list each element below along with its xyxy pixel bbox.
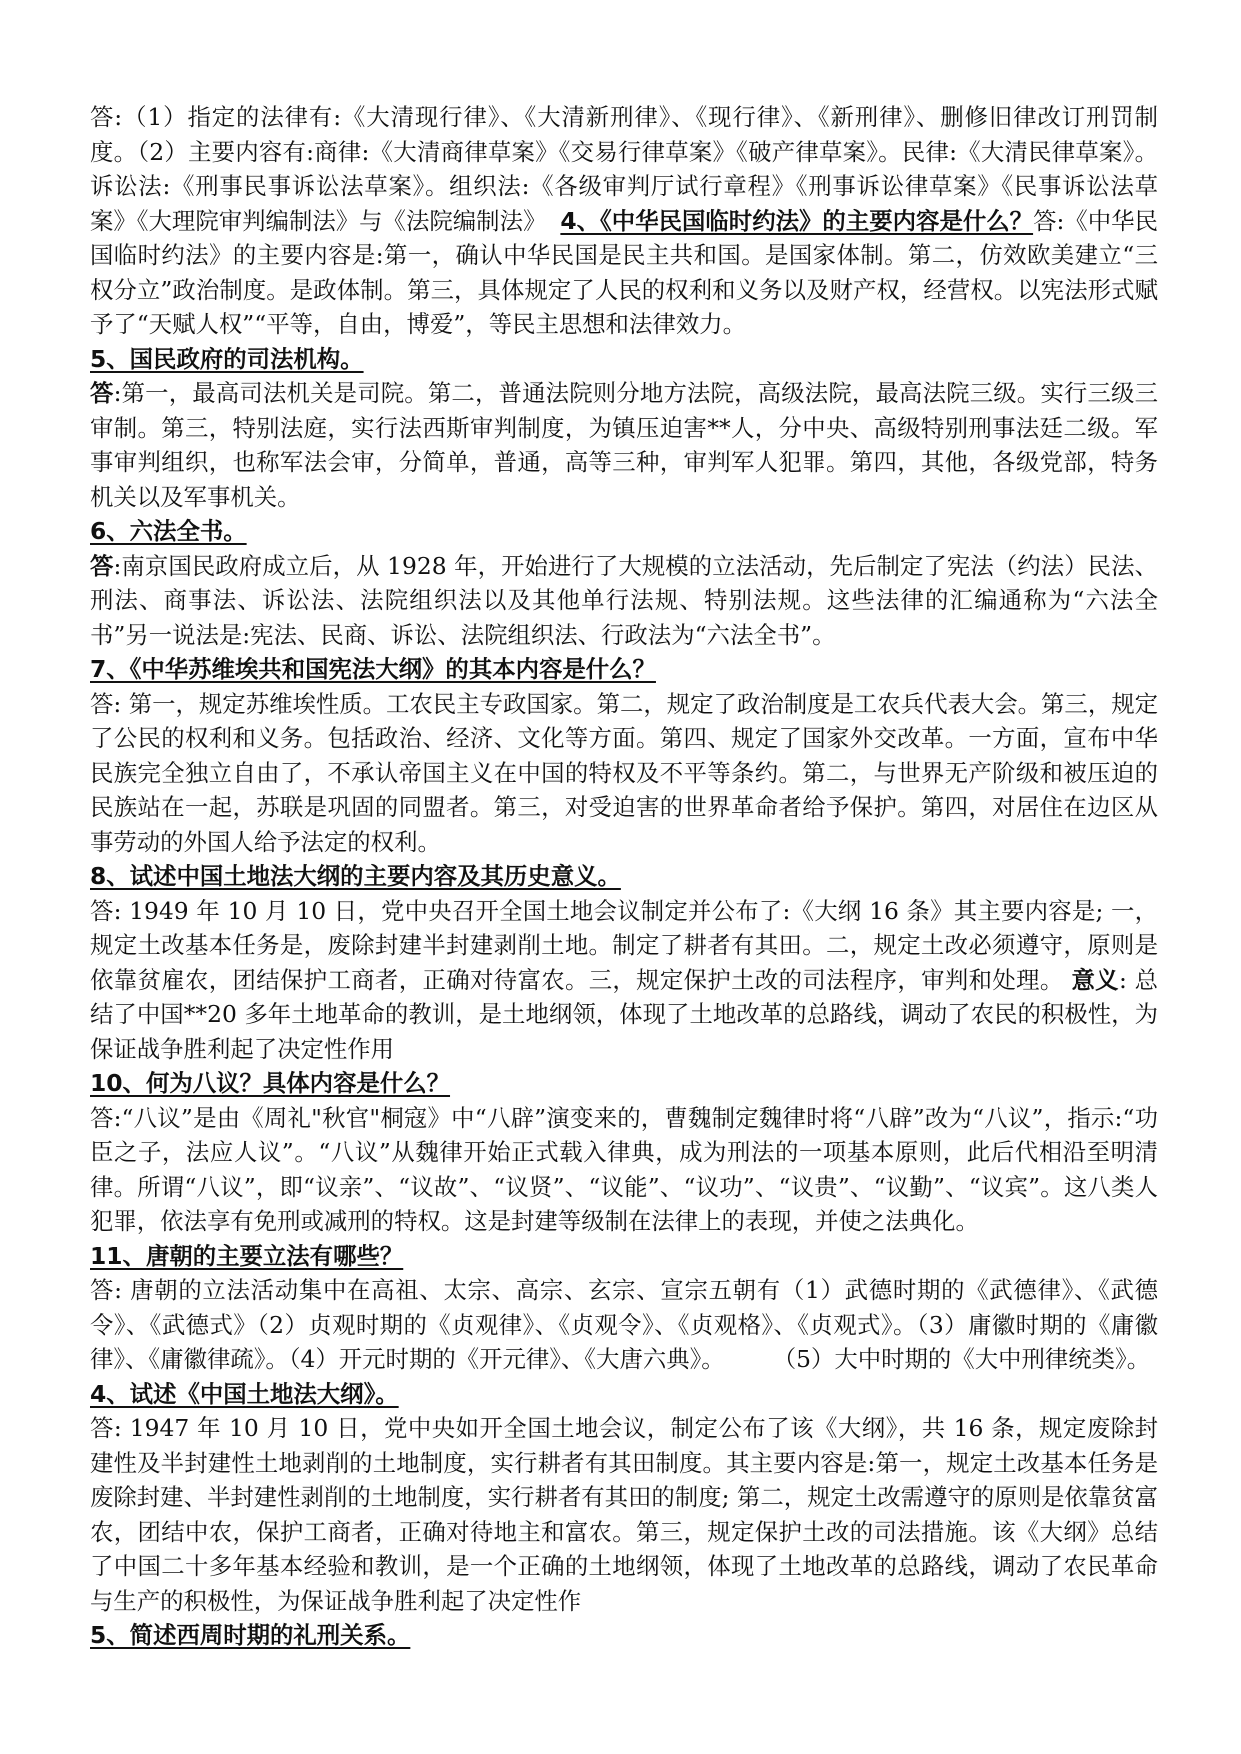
question-heading: 7、《中华苏维埃共和国宪法大纲》的其本内容是什么？ [90,655,656,683]
paragraph-q3-answer [90,100,1158,342]
answer-text: :第一，最高司法机关是司院。第二，普通法院则分地方法院，高级法院，最高法院三级。实行三级三审制。第三，特别法庭，实行法西斯审判制度，为镇压迫害**人，分中央、高级特别刑事法廷二级。军事审判组织，也称军法会审，分简单，普通，高等三种，审判军人犯罪。第四，其他，各级党部，特务机关以及军事机关。 [90,379,1158,511]
paragraph-q11-answer [90,1273,1158,1377]
answer-text: 答:《中华民国临时约法》的主要内容是:第一，确认中华民国是民主共和国。是国家体制。第二，仿效欧美建立“三权分立”政治制度。是政体制。第三，具体规定了人民的权利和义务以及财产权，经营权。以宪法形式赋予了“天赋人权”“平等，自由，博爱”，等民主思想和法律效力。 [90,206,1158,338]
paragraph-q7-answer: 答: 第一，规定苏维埃性质。工农民主专政国家。第二，规定了政治制度是工农兵代表大会。第三，规定了公民的权利和义务。包括政治、经济、文化等方面。第四、规定了国家外交改革。一方面，宣布中华民族完全独立自由了，不承认帝国主义在中国的特权及不平等条约。第二，与世界无产阶级和被压迫的民族站在一起，苏联是巩固的同盟者。第三，对受迫害的世界革命者给予保护。第四，对居住在边区从事劳动的外国人给予法定的权利。 [90,689,1158,856]
answer-text: 答:（1）指定的法律有:《大清现行律》、《大清新刑律》、《现行律》、《新刑律》、删修旧律改订刑罚制度。（2）主要内容有:商律:《大清商律草案》《交易行律草案》《破产律草案》。民律:《大清民律草案》。诉讼法:《刑事民事诉讼法草案》。组织法:《各级审判厅试行章程》《刑事诉讼律草案》《民事诉讼法草案》《大理院审判编制法》与《法院编制法》 [90,103,1158,235]
answer-text: 答: 唐朝的立法活动集中在高祖、太宗、高宗、玄宗、宣宗五朝有（1）武德时期的《武德律》、《武德令》、《武德式》（2）贞观时期的《贞观律》、《贞观令》、《贞观格》、《贞观式》。（3）庸徽时期的《庸徽律》、《庸徽律疏》。（4）开元时期的《开元律》、《大唐六典》。 [90,1276,1158,1373]
question-heading: 6、六法全书。 [90,517,247,545]
paragraph-q5-answer [90,376,1158,514]
question-heading: 5、国民政府的司法机构。 [90,344,364,373]
answer-text: :南京国民政府成立后，从 1928 年，开始进行了大规模的立法活动，先后制定了宪法（约法）民法、刑法、商事法、诉讼法、法院组织法以及其他单行法规、特别法规。这些法律的汇编通称为“六法全书”另一说法是:宪法、民商、诉讼、法院组织法、行政法为“六法全书”。 [90,551,1158,649]
document-page [90,100,1158,1653]
question-heading: 4、《中华民国临时约法》的主要内容是什么？ [560,206,1034,235]
answer-label: 答 [90,551,114,580]
question-heading: 5、简述西周时期的礼刑关系。 [90,1621,411,1649]
paragraph-q6-answer [90,549,1158,653]
paragraph-q8-answer [90,894,1158,1067]
paragraph-q4b-answer: 答: 1947 年 10 月 10 日，党中央如开全国土地会议，制定公布了该《大纲》，共 16 条，规定废除封建性及半封建性土地剥削的土地制度，实行耕者有其田制度。其主要内容是:第一，规定土改基本任务是废除封建、半封建性剥削的土地制度，实行耕者有其田的制度; 第二，规定土改需遵守的原则是依靠贫富农，团结中农，保护工商者，正确对待地主和富农。第三，规定保护土改的司法措施。该《大纲》总结了中国二十多年基本经验和教训，是一个正确的土地纲领，体现了土地改革的总路线，调动了农民革命与生产的积极性，为保证战争胜利起了决定性作 [90,1414,1158,1615]
meaning-text: : 总结了中国**20 多年土地革命的教训，是土地纲领，体现了土地改革的总路线，调动了农民的积极性，为保证战争胜利起了决定性作用 [90,965,1159,1063]
answer-text: （5）大中时期的《大中刑律统类》。 [772,1345,1151,1373]
paragraph-q10-answer: 答:“八议”是由《周礼"秋官"桐寇》中“八辟”演变来的，曹魏制定魏律时将“八辟”改为“八议”，指示:“功臣之子，法应人议”。“八议”从魏律开始正式载入律典，成为刑法的一项基本原则，此后代相沿至明清律。所谓“八议”，即“议亲”、“议故”、“议贤”、“议能”、“议功”、“议贵”、“议勤”、“议宾”。这八类人犯罪，依法享有免刑或减刑的特权。这是封建等级制在法律上的表现，并使之法典化。 [90,1103,1158,1235]
meaning-label: 意义 [1071,965,1119,994]
question-heading: 8、试述中国土地法大纲的主要内容及其历史意义。 [90,862,621,890]
answer-text: 答: 1949 年 10 月 10 日，党中央召开全国土地会议制定并公布了:《大纲 16 条》其主要内容是; 一，规定土改基本任务是，废除封建半封建剥削土地。制定了耕者有其田。二，规定土改必须遵守，原则是依靠贫雇农，团结保护工商者，正确对待富农。三，规定保护土改的司法程序，审判和处理。 [90,896,1158,994]
question-heading: 10、何为八议？具体内容是什么？ [90,1069,451,1097]
question-heading: 4、试述《中国土地法大纲》。 [90,1379,399,1408]
question-heading: 11、唐朝的主要立法有哪些？ [90,1241,404,1270]
answer-label: 答 [90,379,114,407]
